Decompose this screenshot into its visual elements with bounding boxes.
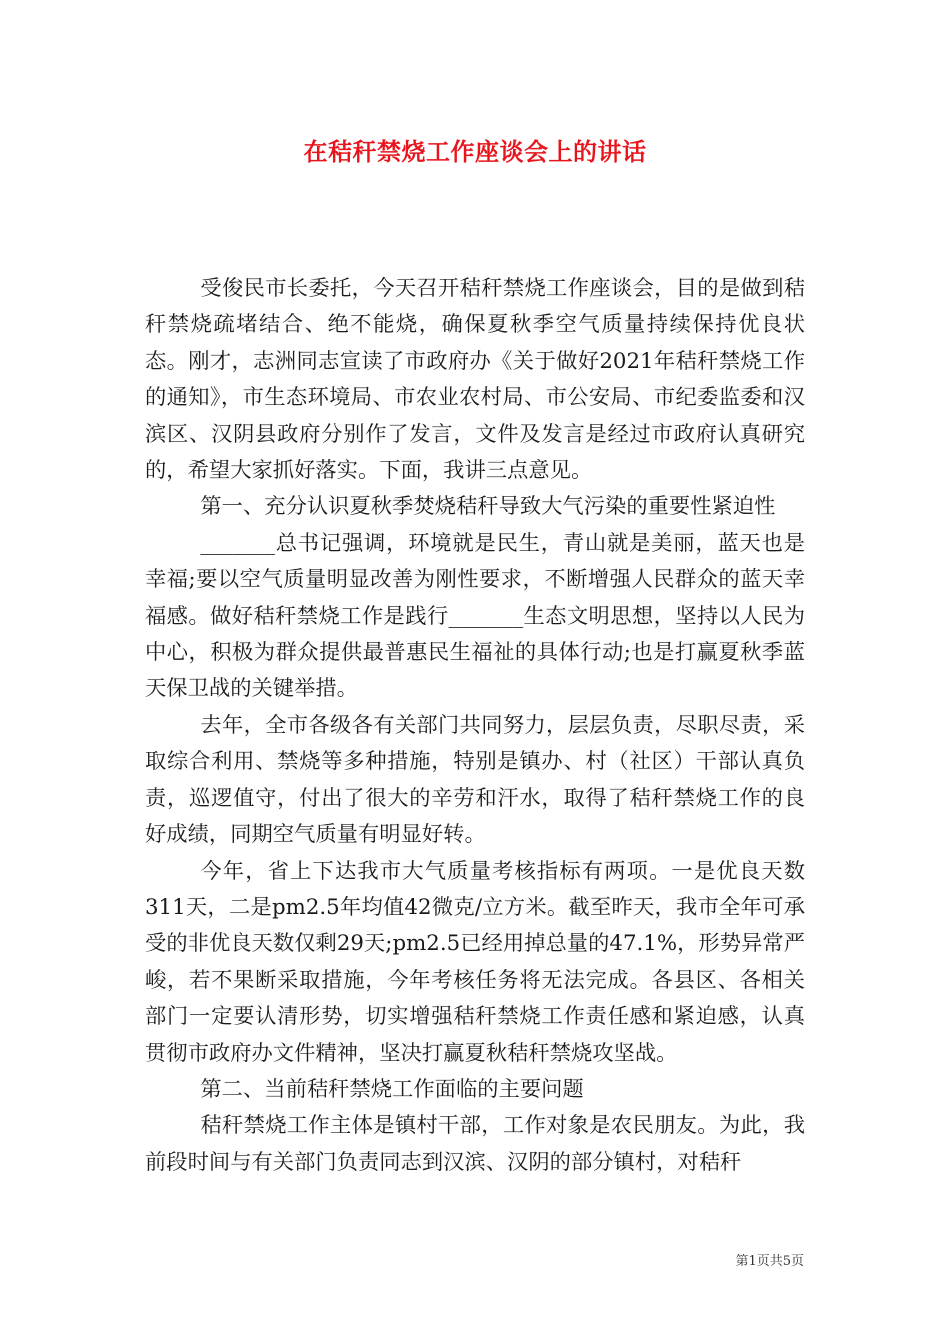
paragraph-heading-2: 第二、当前秸秆禁烧工作面临的主要问题 <box>200 1076 584 1102</box>
document-title: 在秸秆禁烧工作座谈会上的讲话 <box>303 137 647 166</box>
paragraph-body: 去年，全市各级各有关部门共同努力，层层负责，尽职尽责，采取综合利用、禁烧等多种措施，特别是镇办、村（社区）干部认真负责，巡逻值守，付出了很大的辛劳和汗水，取得了秸秆禁烧工作的良好成绩，同期空气质量有明显好转。 <box>145 712 805 848</box>
paragraph-body: 今年，省上下达我市大气质量考核指标有两项。一是优良天数311天，二是pm2.5年均值42微克/立方米。截至昨天，我市全年可承受的非优良天数仅剩29天;pm2.5已经用掉总量的47.1%，形势异常严峻，若不果断采取措施，今年考核任务将无法完成。各县区、各相关部门一定要认清形势，切实增强秸秆禁烧工作责任感和紧迫感，认真贯彻市政府办文件精神，坚决打赢夏秋秸秆禁烧攻坚战。 <box>145 858 805 1066</box>
document-body <box>145 271 805 1181</box>
paragraph-heading-1: 第一、充分认识夏秋季焚烧秸秆导致大气污染的重要性紧迫性 <box>200 494 776 520</box>
paragraph-intro: 受俊民市长委托，今天召开秸秆禁烧工作座谈会，目的是做到秸秆禁烧疏堵结合、绝不能烧，确保夏秋季空气质量持续保持优良状态。刚才，志洲同志宣读了市政府办《关于做好2021年秸秆禁烧工作的通知》，市生态环境局、市农业农村局、市公安局、市纪委监委和汉滨区、汉阴县政府分别作了发言，文件及发言是经过市政府认真研究的，希望大家抓好落实。下面，我讲三点意见。 <box>145 276 805 484</box>
paragraph-body: 秸秆禁烧工作主体是镇村干部，工作对象是农民朋友。为此，我前段时间与有关部门负责同志到汉滨、汉阴的部分镇村，对秸秆 <box>145 1113 805 1175</box>
paragraph-body: _______总书记强调，环境就是民生，青山就是美丽，蓝天也是幸福;要以空气质量明显改善为刚性要求，不断增强人民群众的蓝天幸福感。做好秸秆禁烧工作是践行_______生态文明思想，坚持以人民为中心，积极为群众提供最普惠民生福祉的具体行动;也是打赢夏秋季蓝天保卫战的关键举措。 <box>145 530 805 702</box>
page-number: 第1页共5页 <box>735 1254 804 1269</box>
